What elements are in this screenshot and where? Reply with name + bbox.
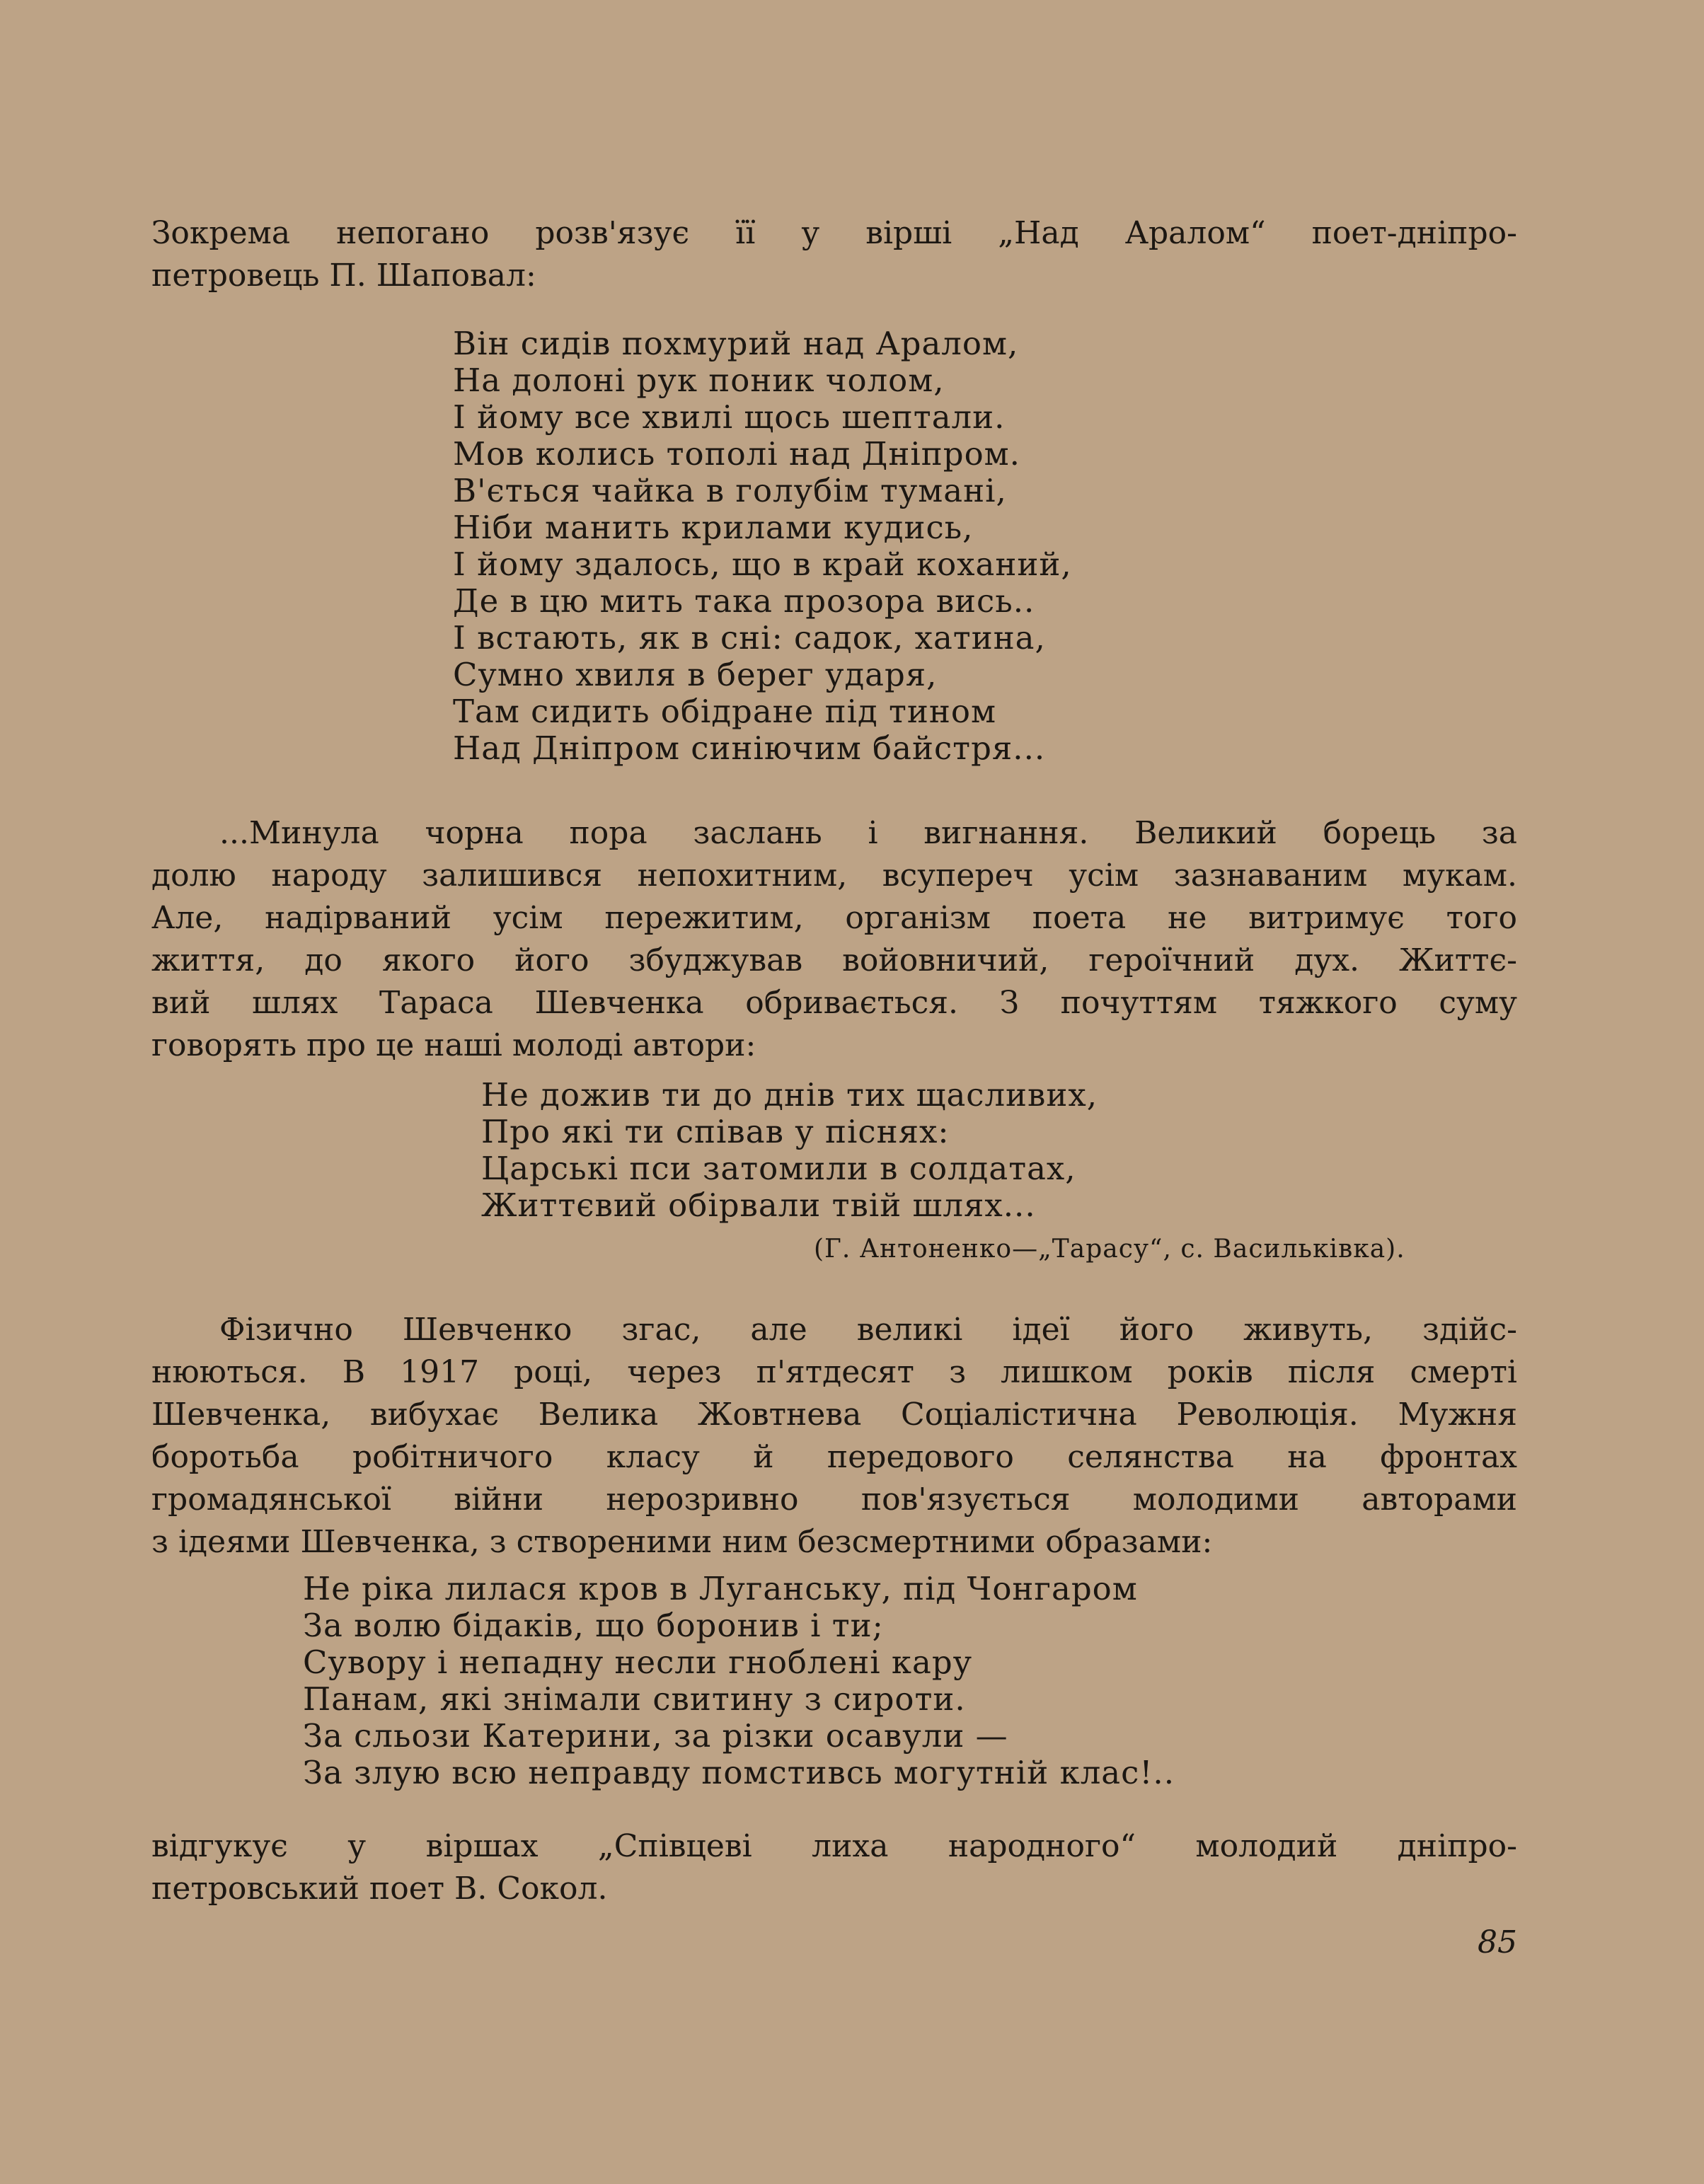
verse-line: Не дожив ти до днів тих щасливих, — [481, 1076, 1098, 1114]
verse-line: Не ріка лилася кров в Луганську, під Чонгаром — [303, 1570, 1138, 1607]
text-line: Зокрема непогано розв'язує її у вірші „Над Аралом“ поет-дніпро- — [151, 215, 1517, 251]
text-line: петровський поет В. Сокол. — [151, 1871, 608, 1907]
paragraph-exile — [151, 812, 1517, 1067]
paragraph-intro — [151, 212, 1517, 297]
paragraph-revolution — [151, 1309, 1517, 1564]
page-number: 85 — [1478, 1924, 1517, 1960]
verse-line: Панам, які знімали свитину з сироти. — [303, 1680, 966, 1718]
poem-shapoval — [453, 325, 1072, 767]
text-line: вий шлях Тараса Шевченка обривається. З почуттям тяжкого суму — [151, 985, 1517, 1021]
text-line: з ідеями Шевченка, з створеними ним безсмертними образами: — [151, 1524, 1213, 1560]
text-line: Але, надірваний усім пережитим, організм поета не витримує того — [151, 900, 1517, 936]
verse-line: Він сидів похмурий над Аралом, — [453, 325, 1019, 362]
verse-line: В'ється чайка в голубім тумані, — [453, 472, 1007, 509]
verse-line: Мов колись тополі над Дніпром. — [453, 435, 1020, 473]
verse-line: І встають, як в сні: садок, хатина, — [453, 619, 1046, 657]
verse-line: Там сидить обідране під тином — [453, 693, 996, 730]
verse-line: За сльози Катерини, за різки осавули — — [303, 1717, 1008, 1755]
verse-line: Над Дніпром синіючим байстря... — [453, 729, 1046, 767]
paragraph-closing — [151, 1825, 1517, 1910]
text-line: нюються. В 1917 році, через п'ятдесят з лишком років після смерті — [151, 1354, 1517, 1390]
verse-line: Ніби манить крилами кудись, — [453, 509, 974, 546]
text-line: боротьба робітничого класу й передового селянства на фронтах — [151, 1439, 1517, 1475]
verse-line: Про які ти співав у піснях: — [481, 1113, 950, 1150]
verse-line: Царські пси затомили в солдатах, — [481, 1150, 1076, 1187]
verse-line: За волю бідаків, що боронив і ти; — [303, 1607, 884, 1644]
verse-line: За злую всю неправду помстивсь могутній клас!.. — [303, 1754, 1175, 1791]
verse-line: Життєвий обірвали твій шлях... — [481, 1186, 1036, 1224]
text-line: долю народу залишився непохитним, всупереч усім зазнаваним мукам. — [151, 857, 1517, 894]
text-line: Шевченка, вибухає Велика Жовтнева Соціалістична Революція. Мужня — [151, 1397, 1517, 1433]
poem-attribution: (Г. Антоненко—„Тарасу“, с. Васильківка). — [814, 1235, 1405, 1264]
verse-line: Сувору і непадну несли гноблені кару — [303, 1643, 973, 1681]
poem-antonenko — [481, 1077, 1098, 1224]
poem-sokol — [303, 1571, 1175, 1791]
verse-line: Де в цю мить така прозора вись.. — [453, 582, 1035, 620]
text-line: петровець П. Шаповал: — [151, 258, 536, 294]
text-line: громадянської війни нерозривно пов'язується молодими авторами — [151, 1481, 1517, 1518]
text-line: відгукує у віршах „Співцеві лиха народного“ молодий дніпро- — [151, 1828, 1517, 1864]
text-line: говорять про це наші молоді автори: — [151, 1027, 756, 1063]
verse-line: На долоні рук поник чолом, — [453, 362, 945, 399]
text-line: Фізично Шевченко згас, але великі ідеї його живуть, здійс- — [219, 1312, 1517, 1348]
verse-line: І йому здалось, що в край коханий, — [453, 545, 1072, 583]
verse-line: І йому все хвилі щось шептали. — [453, 398, 1006, 436]
text-line: ...Минула чорна пора заслань і вигнання. Великий борець за — [219, 815, 1517, 851]
verse-line: Сумно хвиля в берег ударя, — [453, 656, 938, 693]
text-line: життя, до якого його збуджував войовничий, героїчний дух. Життє- — [151, 942, 1517, 978]
